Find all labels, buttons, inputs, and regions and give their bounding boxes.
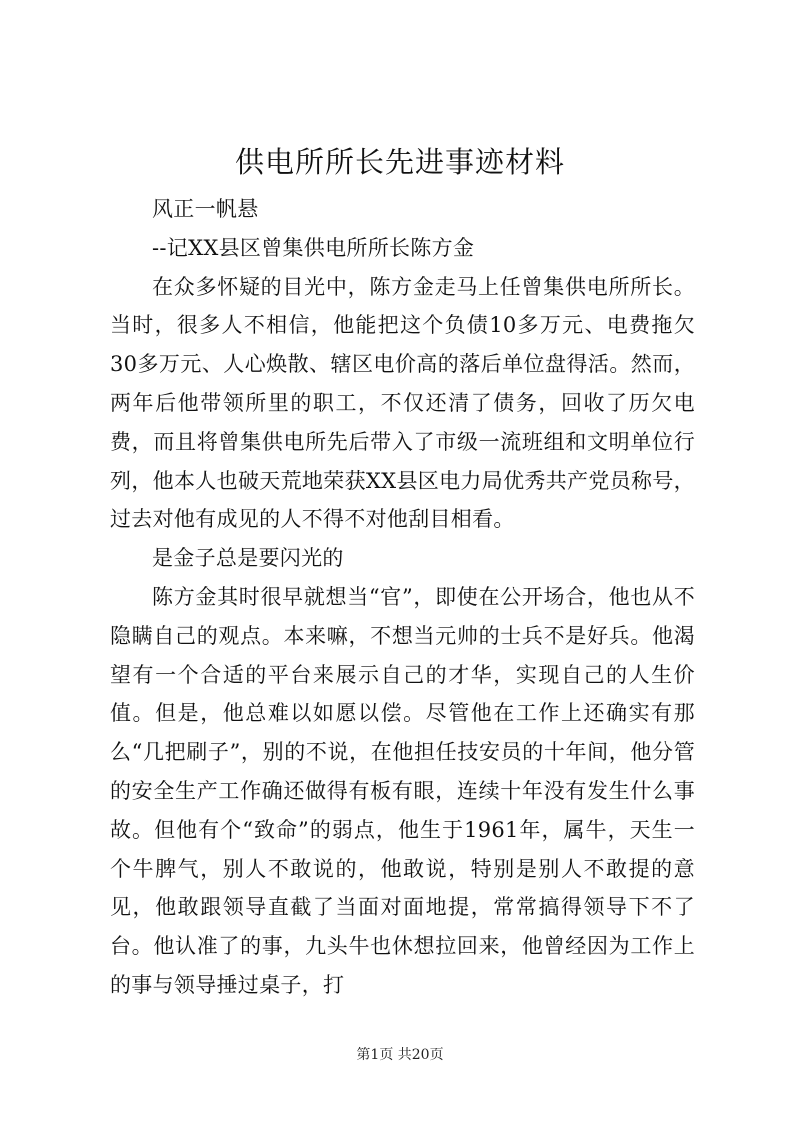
subtitle-line: 风正一帆悬 (152, 197, 259, 221)
page-number: 第1页 共20页 (356, 1047, 444, 1063)
section-heading: 是金子总是要闪光的 (152, 546, 344, 571)
body-paragraph: 陈方金其时很早就想当“官”，即使在公开场合，他也从不隐瞒自己的观点。本来嘛，不想当元帅的士兵不是好兵。他渴望有一个合适的平台来展示自己的才华，实现自己的人生价值。但是，他总难以如愿以偿。尽管他在工作上还确实有那么“几把刷子”，别的不说，在他担任技安员的十年间，他分管的安全生产工作确还做得有板有眼，连续十年没有发生什么事故。但他有个“致命”的弱点，他生于1961年，属牛，天生一个牛脾气，别人不敢说的，他敢说，特别是别人不敢提的意见，他敢跟领导直截了当面对面地提，常常搞得领导下不了台。他认准了的事，九头牛也休想拉回来，他曾经因为工作上的事与领导捶过桌子，打 (110, 584, 695, 997)
document-title: 供电所所长先进事迹材料 (234, 145, 565, 179)
byline: --记XX县区曾集供电所所长陈方金 (152, 235, 475, 260)
body-paragraph: 在众多怀疑的目光中，陈方金走马上任曾集供电所所长。当时，很多人不相信，他能把这个负债10多万元、电费拖欠30多万元、人心焕散、辖区电价高的落后单位盘得活。然而，两年后他带领所里的职工，不仅还清了债务，回收了历欠电费，而且将曾集供电所先后带入了市级一流班组和文明单位行列，他本人也破天荒地荣获XX县区电力局优秀共产党员称号，过去对他有成见的人不得不对他刮目相看。 (110, 274, 695, 532)
document-body (110, 190, 695, 1005)
